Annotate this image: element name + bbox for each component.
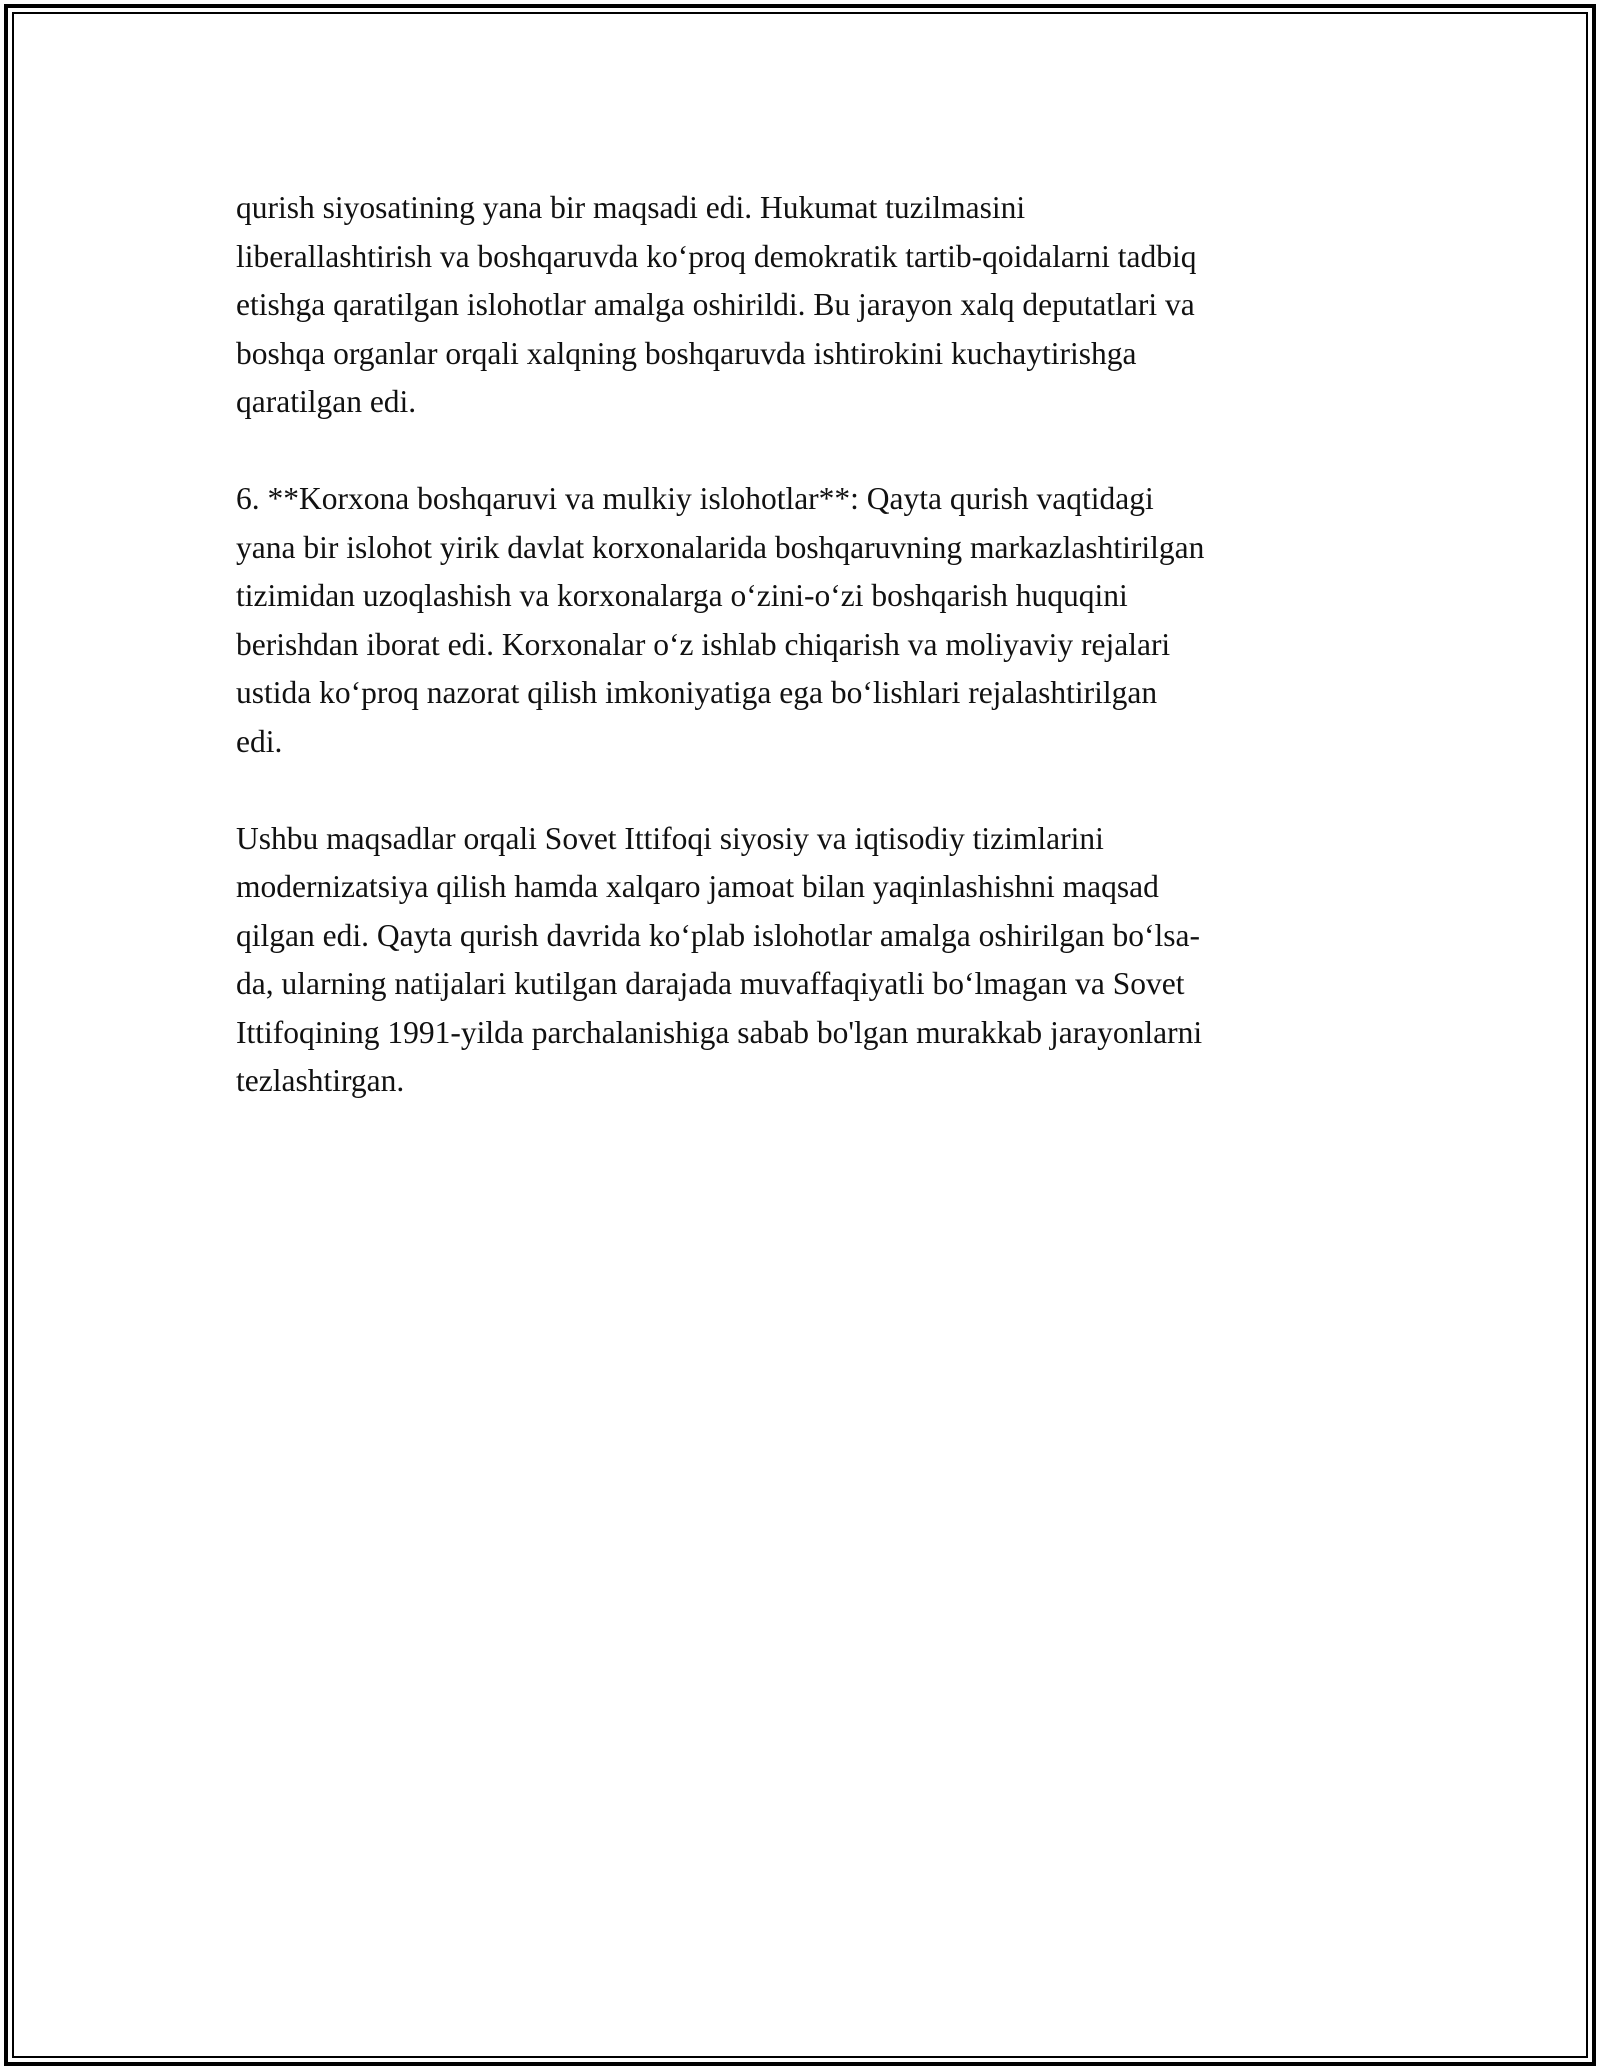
text-line: qaratilgan edi.	[236, 384, 417, 419]
text-line: qurish siyosatining yana bir maqsadi edi. Hukumat tuzilmasini	[236, 190, 1026, 225]
text-line: Ittifoqining 1991-yilda parchalanishiga sabab bo'lgan murakkab jarayonlarni	[236, 1014, 1203, 1050]
paragraph-continuation	[236, 184, 1386, 427]
text-line: edi.	[236, 723, 283, 759]
paragraph-conclusion	[236, 815, 1386, 1106]
text-line: ustida ko‘proq nazorat qilish imkoniyatiga ega bo‘lishlari rejalashtirilgan	[236, 675, 1158, 710]
text-line: qilgan edi. Qayta qurish davrida ko‘plab islohotlar amalga oshirilgan bo‘lsa-	[236, 917, 1200, 953]
text-line: boshqa organlar orqali xalqning boshqaruvda ishtirokini kuchaytirishga	[236, 335, 1137, 371]
text-line: 6. **Korxona boshqaruvi va mulkiy islohotlar**: Qayta qurish vaqtidagi	[236, 481, 1154, 516]
text-line: modernizatsiya qilish hamda xalqaro jamoat bilan yaqinlashishni maqsad	[236, 869, 1159, 904]
document-body	[236, 184, 1386, 1154]
text-line: berishdan iborat edi. Korxonalar o‘z ishlab chiqarish va moliyaviy rejalari	[236, 626, 1171, 662]
text-line: tizimidan uzoqlashish va korxonalarga o‘zini-o‘zi boshqarish huquqini	[236, 578, 1128, 613]
text-line: liberallashtirish va boshqaruvda ko‘proq demokratik tartib-qoidalarni tadbiq	[236, 238, 1197, 274]
text-line: tezlashtirgan.	[236, 1063, 405, 1098]
text-line: etishga qaratilgan islohotlar amalga oshirildi. Bu jarayon xalq deputatlari va	[236, 287, 1195, 322]
text-line: Ushbu maqsadlar orqali Sovet Ittifoqi siyosiy va iqtisodiy tizimlarini	[236, 820, 1104, 856]
paragraph-item-6	[236, 475, 1386, 766]
text-line: yana bir islohot yirik davlat korxonalarida boshqaruvning markazlashtirilgan	[236, 529, 1205, 565]
text-line: da, ularning natijalari kutilgan darajada muvaffaqiyatli bo‘lmagan va Sovet	[236, 966, 1185, 1001]
